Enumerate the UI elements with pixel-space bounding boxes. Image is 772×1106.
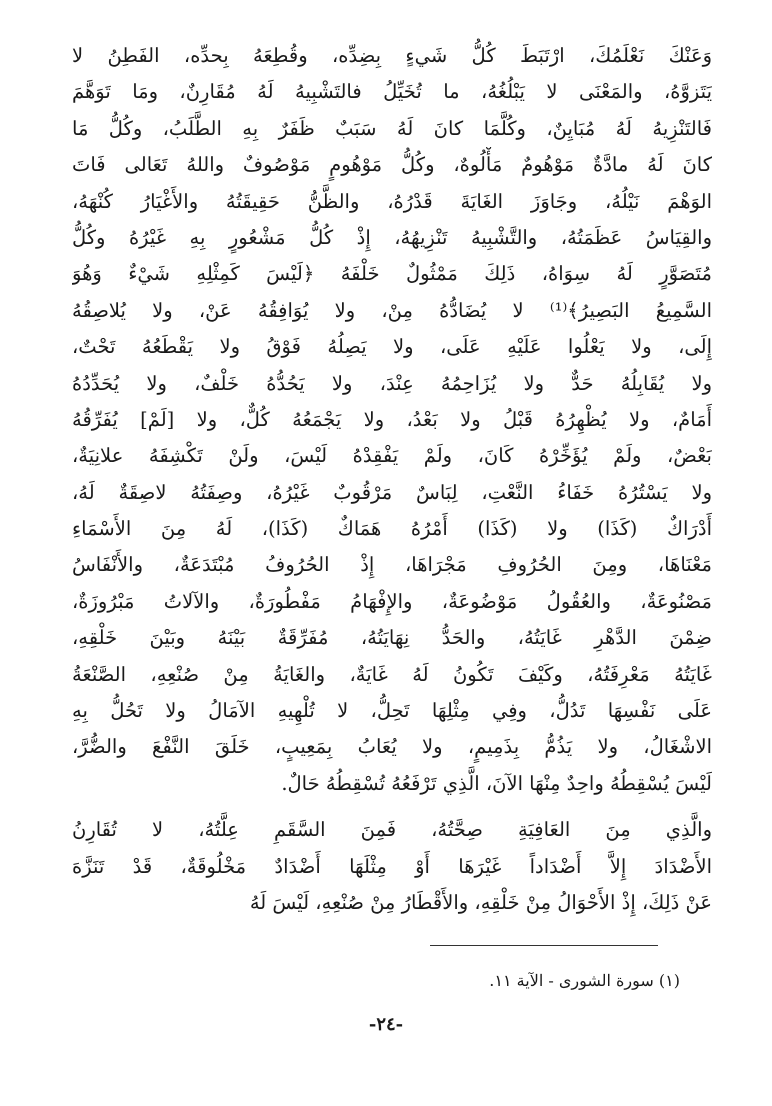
text-line: الوَهْمَ نَيْلُهُ، وجَاوَزَ الغَايَةَ قَدْرُهُ، والظَّنُّ حَقِيقَتُهُ والأَغْيَارُ كُنْهَهُ،: [72, 189, 712, 213]
text-line: فَالتَنْزِيهُ لَهُ مُبَايِنٌ، وكُلَّمَا كانَ لَهُ سَبَبٌ ظَفَرٌ بِهِ الطَّلَبُ، وكُلُّ مَا: [72, 116, 712, 140]
footnote-separator: [430, 945, 658, 946]
text-line: عَلَى نَفْسِهَا تَدُلُّ، وفِي مِثْلِهَا تَحِلُّ، لا تُلْهِيهِ الآمَالُ ولا تَحُلُّ بِهِ: [72, 699, 712, 723]
text-line: عَنْ ذَلِكَ، إِذْ الأَحْوَالُ مِنْ خَلْقِهِ، والأَقْطَارُ مِنْ صُنْعِهِ، لَيْسَ لَهُ: [249, 890, 712, 914]
text-line: كانَ لَهُ مادَّةٌ مَوْهُومٌ مَأْلُوهٌ، وكُلُّ مَوْهُومٍ مَوْصُوفٌ واللهُ تَعَالى فَاتَ: [72, 153, 712, 177]
text-line: لَيْسَ يُسْقِطُهُ واحِدٌ مِنْهَا الآنَ، الَّذِي تَرْفَعُهُ تُسْقِطُهُ حَالٌ.: [281, 771, 712, 795]
text-line: ولا يُقَابِلُهُ حَدٌّ ولا يُزَاحِمُهُ عِنْدَ، ولا يَحُدُّهُ خَلْفٌ، ولا يُحَدِّدُهُ: [72, 371, 712, 395]
text-line: والَّذِي مِنَ العَافِيَةِ صِحَّتُهُ، فَمِنَ السَّقَمِ عِلَّتُهُ، لا تُقَارِنُ: [72, 818, 712, 842]
text-line: وَعَنْكَ نَعْلَمُكَ، ارْتَبَطَ كُلُّ شَيءٍ بِضِدِّه، وقُطِعَهُ بِحدِّه، الفَطِنُ لا: [72, 44, 712, 67]
text-line: غَايَتُهُ مَعْرِفَتُهُ، وكَيْفَ تَكُونُ لَهُ غَايَةٌ، والغَايَةُ مِنْ صُنْعِهِ، الصَّنْعَةُ: [72, 662, 712, 686]
text-line: والقِيَاسُ عَظَمَتُهُ، والتَّشْبِيهُ تَنْزِيهُهُ، إِذْ كُلُّ مَشْعُورٍ بِهِ غَيْرُهُ وكُلُّ: [72, 225, 712, 249]
text-line: الاشْغَالُ، ولا يَذُمُّ بِذَمِيمٍ، ولا يُعَابُ بِمَعِيبٍ، خَلَقَ النَّفْعَ والضُّرَّ،: [72, 735, 712, 759]
text-line: أَمَامٌ، ولا يُظْهِرُهُ قَبْلُ ولا بَعْدُ، ولا يَجْمَعُهُ كُلٌّ، ولا [لَمْ] يُفَرِّقُهُ: [72, 407, 712, 431]
text-line: السَّمِيعُ البَصِيرُ﴾⁽¹⁾ لا يُضَادُّهُ مِنْ، ولا يُوَافِقُهُ عَنْ، ولا يُلاصِقُهُ: [72, 298, 712, 322]
text-line: يَتَزوَّهُ، والمَعْنَى لا يَبْلُغُهُ، ما تُخَيِّلُ فالتَشْبِيهُ لَهُ مُقَارِنٌ، ومَا تَوَهَّمَ: [72, 80, 712, 104]
text-line: مَصْنُوعَةٌ، والعُقُولُ مَوْضُوعَةٌ، والإِفْهَامُ مَفْطُورَةٌ، والآلاتُ مَبْرُوزَةٌ،: [72, 589, 712, 613]
paragraph: [72, 812, 712, 921]
page-number: -٢٤-: [368, 1014, 404, 1035]
text-line: إِلَى، ولا يَعْلُوا عَلَيْهِ عَلَى، ولا يَصِلُهُ فَوْقُ ولا يَقْطَعُهُ تَحْتٌ،: [72, 335, 712, 359]
text-line: ضِمْنَ الدَّهْرِ غَايَتُهُ، والحَدُّ نِهَايَتُهُ، مُفَرِّقَةٌ بَيْنَهُ وبَيْنَ خَلْقِهِ،: [72, 626, 712, 650]
paragraph: [72, 38, 712, 802]
text-line: الأَضْدَادَ إِلاَّ أَضْدَاداً غَيْرَهَا أَوْ مِثْلَهَا أَضْدَادٌ مَخْلُوقَةٌ، قَدْ تَنَزَّهَ: [72, 854, 712, 878]
body-text: [72, 38, 712, 921]
text-line: مُتَصَوَّرٍ لَهُ سِوَاهُ، ذَلِكَ مَمْثُولٌ خَلْفَهُ ﴿لَيْسَ كَمِثْلِهِ شَيْءٌ وَهُوَ: [72, 262, 712, 286]
text-line: بَعْضٌ، ولَمْ يُؤَخِّرْهُ كَانَ، ولَمْ يَفْقِدْهُ لَيْسَ، ولَنْ تَكْشِفَهُ علانِيَةٌ،: [72, 444, 712, 468]
footnote: (١) سورة الشورى - الآية ١١.: [489, 971, 680, 990]
text-line: ولا يَسْتُرُهُ خَفَاءُ النَّعْتِ، لِبَاسٌ مَرْقُوبٌ غَيْرُهُ، وصِفَتُهُ لاصِقَةٌ لَهُ،: [72, 480, 712, 504]
text-line: أَدْرَاكٌ (كَذَا) ولا (كَذَا) أَمْرُهُ هَمَاكٌ (كَذَا)، لَهُ مِنَ الأَسْمَاءِ: [72, 517, 712, 541]
text-line: مَعْنَاهَا، ومِنَ الحُرُوفِ مَجْرَاهَا، إِذْ الحُرُوفُ مُبْتَدَعَةٌ، والأَنْفَاسُ: [72, 553, 712, 577]
